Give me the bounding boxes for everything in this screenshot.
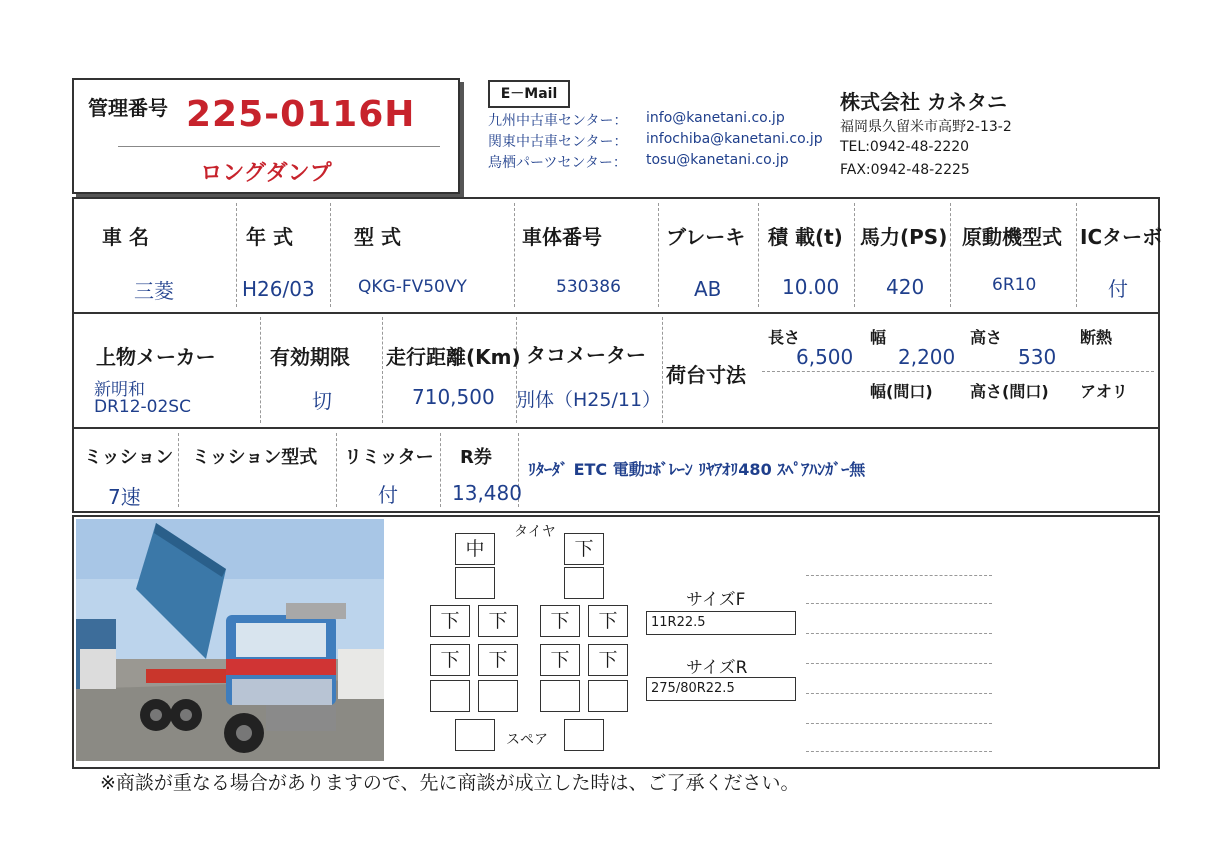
center-name: 関東中古車センター： bbox=[488, 134, 628, 150]
bed-length-value: 6,500 bbox=[796, 345, 854, 369]
bed-row-divider bbox=[762, 371, 1154, 372]
header-engine-model: 原動機型式 bbox=[962, 225, 1062, 249]
bed-dimensions-label: 荷台寸法 bbox=[666, 363, 746, 387]
company-name: 株式会社 カネタニ bbox=[840, 90, 1007, 114]
header-horsepower: 馬力(PS) bbox=[860, 225, 948, 249]
tire-rear: 下 bbox=[478, 644, 518, 676]
management-number: 225-0116H bbox=[186, 94, 416, 135]
col-divider bbox=[662, 317, 663, 423]
note-line bbox=[806, 633, 992, 634]
col-divider bbox=[336, 433, 337, 507]
center-name: 鳥栖パーツセンター： bbox=[488, 155, 627, 171]
value-model: QKG-FV50VY bbox=[358, 277, 467, 297]
value-body-maker: 新明和 bbox=[94, 380, 145, 400]
vehicle-type: ロングダンプ bbox=[200, 161, 332, 186]
tire-spare bbox=[564, 719, 604, 751]
row-divider bbox=[74, 427, 1158, 429]
tire-rear: 下 bbox=[478, 605, 518, 637]
value-limiter: 付 bbox=[378, 483, 398, 507]
header-maker: 車 名 bbox=[102, 225, 149, 249]
header-load-capacity: 積 載(t) bbox=[768, 225, 843, 249]
value-ic-turbo: 付 bbox=[1108, 277, 1128, 301]
center-name: 九州中古車センター： bbox=[488, 113, 628, 129]
header-brake: ブレーキ bbox=[666, 225, 746, 249]
tire-label: タイヤ bbox=[514, 524, 556, 540]
col-divider bbox=[260, 317, 261, 423]
tire-empty bbox=[455, 567, 495, 599]
value-mileage: 710,500 bbox=[412, 385, 495, 409]
col-divider bbox=[658, 203, 659, 307]
header-r-ken: R券 bbox=[460, 447, 492, 468]
header-transmission: ミッション bbox=[84, 447, 174, 468]
bed-height-opening-header: 高さ(間口) bbox=[970, 382, 1049, 401]
row-divider bbox=[74, 312, 1158, 314]
bed-width-header: 幅 bbox=[870, 328, 887, 347]
col-divider bbox=[440, 433, 441, 507]
tire-rear: 下 bbox=[430, 644, 470, 676]
header-body-maker: 上物メーカー bbox=[96, 345, 216, 369]
bed-height-header: 高さ bbox=[970, 328, 1003, 347]
bed-side-gate-header: アオリ bbox=[1080, 382, 1128, 401]
header-model: 型 式 bbox=[354, 225, 401, 249]
spare-label: スペア bbox=[506, 732, 548, 748]
email-row-kanto bbox=[488, 131, 828, 151]
tire-front-left: 中 bbox=[455, 533, 495, 565]
note-line bbox=[806, 663, 992, 664]
footnote: ※商談が重なる場合がありますので、先に商談が成立した時は、ご了承ください。 bbox=[100, 772, 800, 794]
header-chassis-number: 車体番号 bbox=[522, 225, 602, 249]
header-mileage: 走行距離(Km) bbox=[386, 345, 521, 369]
value-r-ken: 13,480 bbox=[452, 481, 522, 505]
email-badge: E－Mail bbox=[488, 80, 570, 108]
value-horsepower: 420 bbox=[886, 275, 925, 299]
tire-empty bbox=[564, 567, 604, 599]
email-row-kyushu bbox=[488, 110, 828, 130]
management-box bbox=[72, 78, 460, 194]
bed-height-value: 530 bbox=[1018, 345, 1057, 369]
size-f-label: サイズF bbox=[686, 590, 746, 610]
header-tachometer: タコメーター bbox=[526, 343, 646, 367]
col-divider bbox=[330, 203, 331, 307]
note-line bbox=[806, 751, 992, 752]
divider bbox=[118, 146, 440, 147]
tire-empty bbox=[430, 680, 470, 712]
value-transmission: 7速 bbox=[108, 485, 141, 509]
tire-empty bbox=[478, 680, 518, 712]
bed-insulation-header: 断熱 bbox=[1080, 328, 1113, 347]
email-row-tosu bbox=[488, 152, 828, 172]
size-r-label: サイズR bbox=[686, 658, 748, 678]
col-divider bbox=[514, 203, 515, 307]
value-inspection: 切 bbox=[312, 389, 332, 413]
col-divider bbox=[950, 203, 951, 307]
tire-empty bbox=[588, 680, 628, 712]
bed-width-opening-header: 幅(間口) bbox=[870, 382, 933, 401]
note-line bbox=[806, 575, 992, 576]
value-tachometer: 別体（H25/11） bbox=[516, 389, 662, 411]
col-divider bbox=[178, 433, 179, 507]
size-f-value: 11R22.5 bbox=[646, 611, 796, 635]
tire-spare bbox=[455, 719, 495, 751]
col-divider bbox=[382, 317, 383, 423]
header-limiter: リミッター bbox=[344, 447, 434, 468]
tire-rear: 下 bbox=[540, 644, 580, 676]
photo-and-tire-panel bbox=[72, 515, 1160, 769]
value-chassis-number: 530386 bbox=[556, 277, 621, 297]
header-inspection: 有効期限 bbox=[270, 345, 350, 369]
header-ic-turbo: ICターボ bbox=[1080, 225, 1163, 249]
company-address: 福岡県久留米市高野2-13-2 bbox=[840, 119, 1012, 135]
size-r-value: 275/80R22.5 bbox=[646, 677, 796, 701]
col-divider bbox=[1076, 203, 1077, 307]
bed-length-header: 長さ bbox=[768, 328, 801, 347]
tire-rear: 下 bbox=[540, 605, 580, 637]
tire-front-right: 下 bbox=[564, 533, 604, 565]
management-label: 管理番号 bbox=[88, 96, 168, 120]
email-address[interactable]: info@kanetani.co.jp bbox=[646, 110, 785, 126]
bed-width-value: 2,200 bbox=[898, 345, 956, 369]
header-transmission-model: ミッション型式 bbox=[192, 447, 318, 468]
col-divider bbox=[854, 203, 855, 307]
note-line bbox=[806, 693, 992, 694]
value-brake: AB bbox=[694, 277, 722, 301]
value-load-capacity: 10.00 bbox=[782, 275, 840, 299]
value-body-model: DR12-02SC bbox=[94, 397, 191, 417]
col-divider bbox=[758, 203, 759, 307]
note-line bbox=[806, 603, 992, 604]
truck-photo bbox=[76, 519, 384, 761]
tire-rear: 下 bbox=[588, 605, 628, 637]
company-tel: TEL:0942-48-2220 bbox=[840, 139, 970, 155]
note-line bbox=[806, 723, 992, 724]
email-address[interactable]: tosu@kanetani.co.jp bbox=[646, 152, 789, 168]
tire-empty bbox=[540, 680, 580, 712]
email-address[interactable]: infochiba@kanetani.co.jp bbox=[646, 131, 823, 147]
company-fax: FAX:0942-48-2225 bbox=[840, 162, 970, 178]
tire-rear: 下 bbox=[588, 644, 628, 676]
header-year: 年 式 bbox=[246, 225, 293, 249]
vehicle-spec-table bbox=[72, 197, 1163, 513]
value-year: H26/03 bbox=[242, 277, 315, 301]
value-engine-model: 6R10 bbox=[992, 275, 1037, 295]
col-divider bbox=[236, 203, 237, 307]
value-maker: 三菱 bbox=[134, 279, 174, 303]
tire-rear: 下 bbox=[430, 605, 470, 637]
value-options: ﾘﾀｰﾀﾞ ETC 電動ｺﾎﾞﾚｰﾝ ﾘﾔｱｵﾘ480 ｽﾍﾟｱﾊﾝｶﾞｰ無 bbox=[528, 460, 866, 479]
